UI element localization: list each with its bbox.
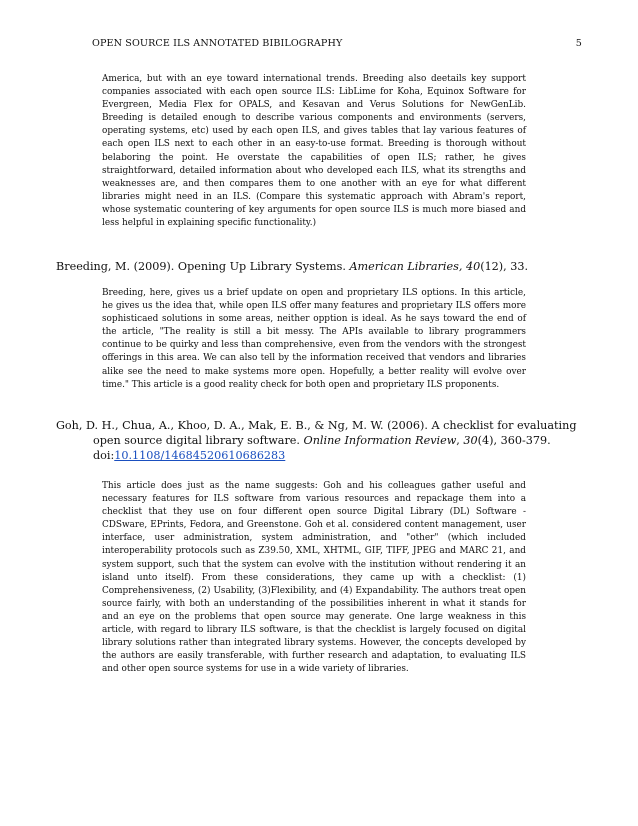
citation-journal: American Libraries, 40 <box>349 260 481 273</box>
page-number: 5 <box>575 38 582 49</box>
citation-authors: Breeding, M. (2009). Opening Up Library Systems. <box>56 260 350 273</box>
annotation-paragraph-1: America, but with an eye toward international trends. Breeding also deetails key support companies associated with each open source ILS: LibLime for Koha, Equinox Software for Evergreen, Media Flex for OPALS, and Kesavan and Verus Solutions for NewGenLib. Breeding is detailed enough to describe various components and environments (servers, operating systems, etc) used by each open ILS, and gives tables that lay various features of each open ILS next to each other in an easy-to-use format. Breeding is thorough without belaboring the point. He overstate the capabilities of open ILS; rather, he gives straightforward, detailed information about who developed each ILS, what its strengths and weaknesses are, and then compares them to one another with an eye for what different libraries might need in an ILS. (Compare this systematic approach with Abram's report, whose systematic countering of key arguments for open source ILS is much more biased and less helpful in explaining specific functionality.) <box>102 74 526 229</box>
citation-separator: , <box>456 434 464 447</box>
citation-breeding-2009 <box>56 259 593 274</box>
citation-journal: Online Information Review <box>303 434 457 447</box>
running-header <box>92 38 582 49</box>
citation-issue-pages: (4), 360-379. doi: <box>93 434 551 462</box>
citation-volume: 30 <box>463 434 478 447</box>
header-title: OPEN SOURCE ILS ANNOTATED BIBILOGRAPHY <box>92 38 343 49</box>
citation-authors: Goh, D. H., Chua, A., Khoo, D. A., Mak, E. B., & Ng, M. W. (2006). A checklist for evaluating open source digital library software. <box>56 419 577 447</box>
annotation-paragraph-3: This article does just as the name suggests: Goh and his colleagues gather useful and necessary features for ILS software from various resources and repackage them into a checklist that they use on four different open source Digital Library (DL) Software - CDSware, EPrints, Fedora, and Greenstone. Goh et al. considered content management, user interface, user administration, system administration, and "other" (which included interoperability protocols such as Z39.50, XML, XHTML, GIF, TIFF, JPEG and MARC 21, and system support, such that the system can evolve with the institution without rendering it an island unto itself). From these considerations, they came up with a checklist: (1) Comprehensiveness, (2) Usability, (3)Flexibility, and (4) Expandability. The authors treat open source fairly, with both an understanding of the possibilities inherent in what it stands for and an eye on the problems that open source may generate. One large weakness in this article, with regard to library ILS software, is that the checklist is largely focused on digital library solutions rather than integrated library systems. However, the concepts developed by the authors are easily transferable, with further research and adaptation, to evaluating ILS and other open source systems for use in a wide variety of libraries. <box>102 481 526 675</box>
doi-link[interactable]: 10.1108/14684520610686283 <box>114 449 286 462</box>
annotation-paragraph-2: Breeding, here, gives us a brief update on open and proprietary ILS options. In this article, he gives us the idea that, while open ILS offer many features and proprietary ILS offers more sophisticaed solutions in some areas, neither opption is ideal. As he says toward the end of the article, "The reality is still a bit messy. The APIs available to library programmers continue to be quirky and less than comprehensive, even from the vendors with the strongest offerings in this area. We can also tell by the information received that vendors and libraries alike see the need to make systems more open. Hopefully, a better reality will evolve over time." This article is a good reality check for both open and proprietary ILS proponents. <box>102 288 526 390</box>
citation-goh-2006 <box>56 418 593 463</box>
citation-issue-pages: (12), 33. <box>480 260 529 273</box>
